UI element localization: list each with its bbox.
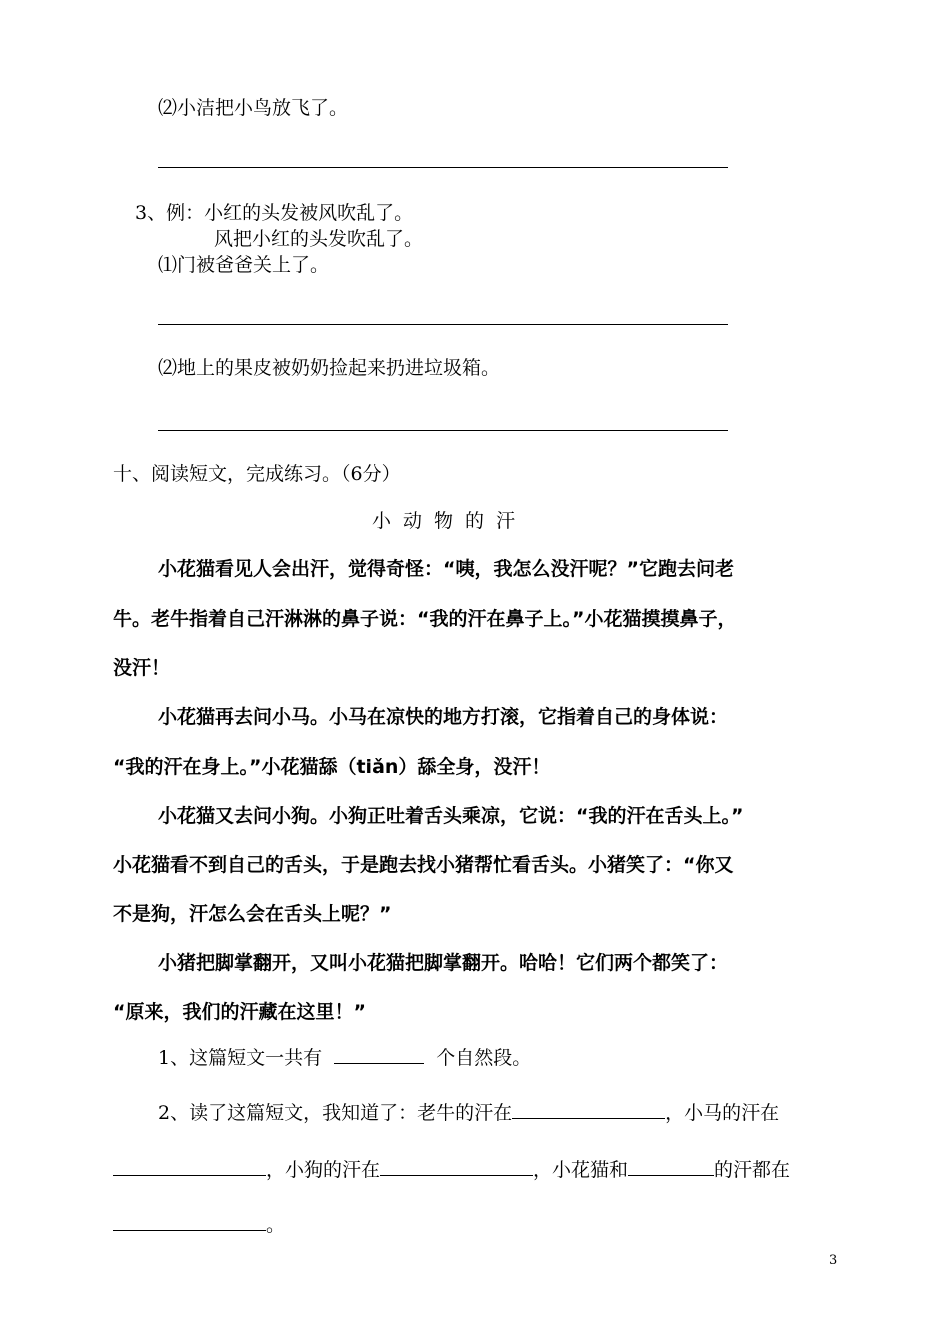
answer-blank[interactable] [512, 1100, 665, 1119]
exercise-2-text: 。 [266, 1214, 286, 1236]
story-title: 小动物的汗 [372, 510, 528, 532]
q3-item2: ⑵地上的果皮被奶奶捡起来扔进垃圾箱。 [158, 357, 501, 379]
answer-line[interactable] [158, 430, 728, 431]
story-line: 小花猫再去问小马。小马在凉快的地方打滚，它指着自己的身体说： [158, 706, 729, 728]
exercise-2-line3 [113, 1212, 285, 1237]
story-line: 小花猫看不到自己的舌头，于是跑去找小猪帮忙看舌头。小猪笑了：“你又 [113, 854, 734, 876]
q2-item2: ⑵小洁把小鸟放飞了。 [158, 97, 349, 119]
exercise-1-prefix: 1、这篇短文一共有 [158, 1047, 323, 1069]
answer-line[interactable] [158, 324, 728, 325]
q3-example-line2: 风把小红的头发吹乱了。 [214, 228, 424, 250]
q3-item1: ⑴门被爸爸关上了。 [158, 254, 330, 276]
section-heading: 十、阅读短文，完成练习。（6分） [113, 463, 401, 485]
answer-line[interactable] [158, 167, 728, 168]
exercise-2-text: 2、读了这篇短文，我知道了：老牛的汗在 [158, 1102, 513, 1124]
exercise-1 [158, 1045, 531, 1070]
story-line: 小花猫又去问小狗。小狗正吐着舌头乘凉，它说：“我的汗在舌头上。” [158, 805, 744, 827]
answer-blank[interactable] [113, 1157, 266, 1176]
exercise-2-text: ，小狗的汗在 [266, 1159, 381, 1181]
exercise-2-line2 [113, 1157, 790, 1182]
story-line: 没汗！ [113, 657, 171, 679]
exercise-2-text: 的汗都在 [714, 1159, 791, 1181]
exercise-2-text: ，小花猫和 [533, 1159, 629, 1181]
answer-blank[interactable] [334, 1045, 424, 1064]
answer-blank[interactable] [380, 1157, 533, 1176]
story-line: “原来，我们的汗藏在这里！” [113, 1001, 366, 1023]
story-line: 不是狗，汗怎么会在舌头上呢？” [113, 903, 392, 925]
story-line: 牛。老牛指着自己汗淋淋的鼻子说：“我的汗在鼻子上。”小花猫摸摸鼻子， [113, 608, 737, 630]
exercise-1-suffix: 个自然段。 [436, 1047, 532, 1069]
story-line: “我的汗在身上。”小花猫舔（tiǎn）舔全身，没汗！ [113, 756, 551, 778]
q3-example-line1: 3、例：小红的头发被风吹乱了。 [135, 202, 414, 224]
page-number: 3 [829, 1253, 838, 1268]
answer-blank[interactable] [628, 1157, 714, 1176]
exercise-2-line1 [158, 1100, 779, 1125]
answer-blank[interactable] [113, 1212, 266, 1231]
story-line: 小花猫看见人会出汗，觉得奇怪：“咦，我怎么没汗呢？”它跑去问老 [158, 558, 734, 580]
story-line: 小猪把脚掌翻开，又叫小花猫把脚掌翻开。哈哈！它们两个都笑了： [158, 952, 729, 974]
exercise-2-text: ，小马的汗在 [665, 1102, 780, 1124]
